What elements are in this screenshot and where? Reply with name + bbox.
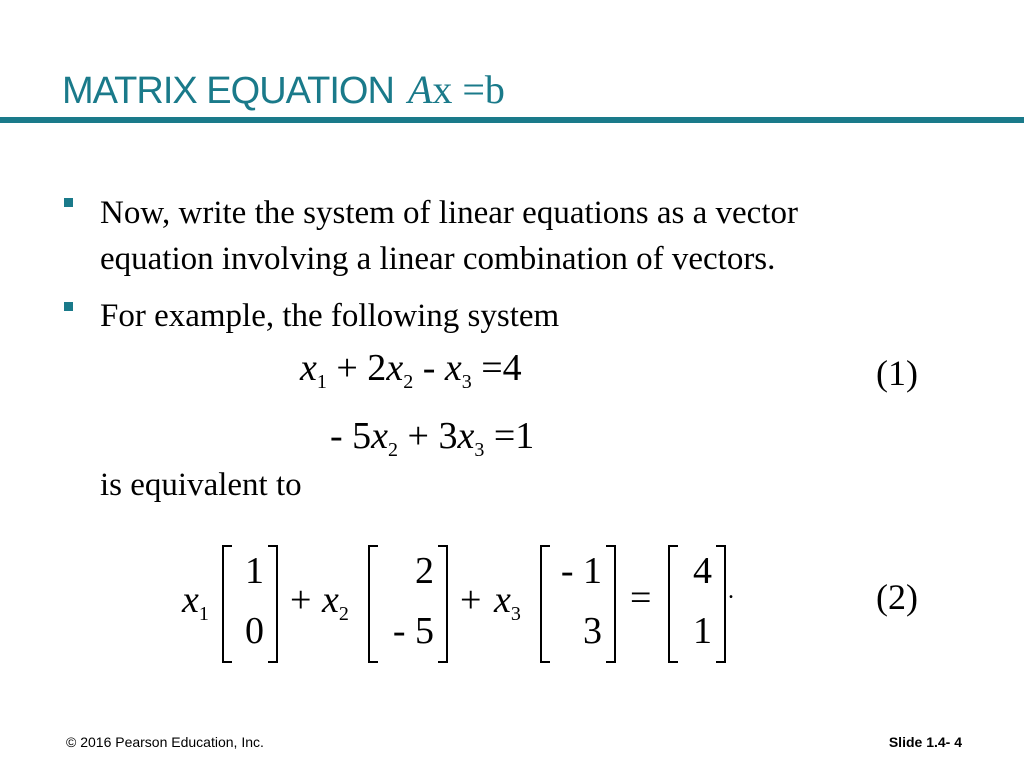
eq1-s2: 2 xyxy=(403,371,414,393)
eq2-plus: + 3 xyxy=(398,415,458,457)
eq1-x3: x xyxy=(444,347,462,389)
equivalent-text: is equivalent to xyxy=(100,467,302,503)
title-math-rest: x =b xyxy=(432,67,505,112)
vec1-top: 1 xyxy=(245,550,264,592)
eq1-plus: + 2 xyxy=(336,347,387,389)
system-equation-2 xyxy=(330,414,534,462)
bullet-text-2 xyxy=(100,293,559,339)
plus-1: + xyxy=(290,579,312,621)
bullet-marker-1 xyxy=(64,198,73,207)
vec2-bottom: - 5 xyxy=(392,610,434,652)
equals-sign: = xyxy=(630,577,652,619)
vec1-coefficient xyxy=(182,578,209,626)
bullet-2-line-1: For example, the following system xyxy=(100,298,560,334)
eq2-x2: x xyxy=(371,415,389,457)
vec1-sub: 1 xyxy=(198,603,209,625)
slide-title xyxy=(62,66,505,116)
copyright-footer: © 2016 Pearson Education, Inc. xyxy=(66,734,264,750)
eq1-x2: x xyxy=(386,347,404,389)
title-text: MATRIX EQUATION xyxy=(62,70,394,112)
vec2-sub: 2 xyxy=(338,603,349,625)
eq2-x3: x xyxy=(457,415,475,457)
vec2-top: 2 xyxy=(415,550,434,592)
bullet-marker-2 xyxy=(64,302,73,311)
period: . xyxy=(728,578,734,604)
vec1-bottom: 0 xyxy=(245,610,264,652)
bullet-1-line-2: equation involving a linear combination of vectors. xyxy=(100,241,776,277)
bullet-text-1 xyxy=(100,190,798,282)
eq2-s3: 3 xyxy=(474,439,485,461)
system-equation-1 xyxy=(300,346,522,394)
vec3-sub: 3 xyxy=(510,603,521,625)
vec2-coef: x xyxy=(322,579,339,621)
vec3-bottom: 3 xyxy=(583,610,602,652)
eq2-rhs: =1 xyxy=(484,415,535,457)
eq1-s3: 3 xyxy=(461,371,472,393)
vector-2 xyxy=(368,545,448,663)
rhs-bottom: 1 xyxy=(693,610,712,652)
eq2-lead: - 5 xyxy=(330,415,372,457)
vec2-coefficient xyxy=(322,578,349,626)
vector-3 xyxy=(540,545,616,663)
plus-2: + xyxy=(460,579,482,621)
eq1-x1: x xyxy=(300,347,317,389)
bullet-1-line-1: Now, write the system of linear equations as a vector xyxy=(100,195,798,231)
eq2-s2: 2 xyxy=(388,439,399,461)
vec3-top: - 1 xyxy=(560,550,602,592)
vec3-coef: x xyxy=(494,579,511,621)
equation-label-2: (2) xyxy=(876,577,918,617)
eq1-minus: - xyxy=(422,347,445,389)
slide-number: Slide 1.4- 4 xyxy=(888,734,962,750)
eq1-rhs: =4 xyxy=(471,347,522,389)
rhs-top: 4 xyxy=(693,550,712,592)
vector-1 xyxy=(222,545,278,663)
rhs-vector xyxy=(668,545,726,663)
title-math xyxy=(408,66,505,113)
equation-label-1: (1) xyxy=(876,353,918,393)
title-math-a: A xyxy=(407,67,433,112)
vec3-coefficient xyxy=(494,578,521,626)
title-rule xyxy=(0,117,1024,123)
vec1-coef: x xyxy=(182,579,199,621)
eq1-s1: 1 xyxy=(316,371,327,393)
